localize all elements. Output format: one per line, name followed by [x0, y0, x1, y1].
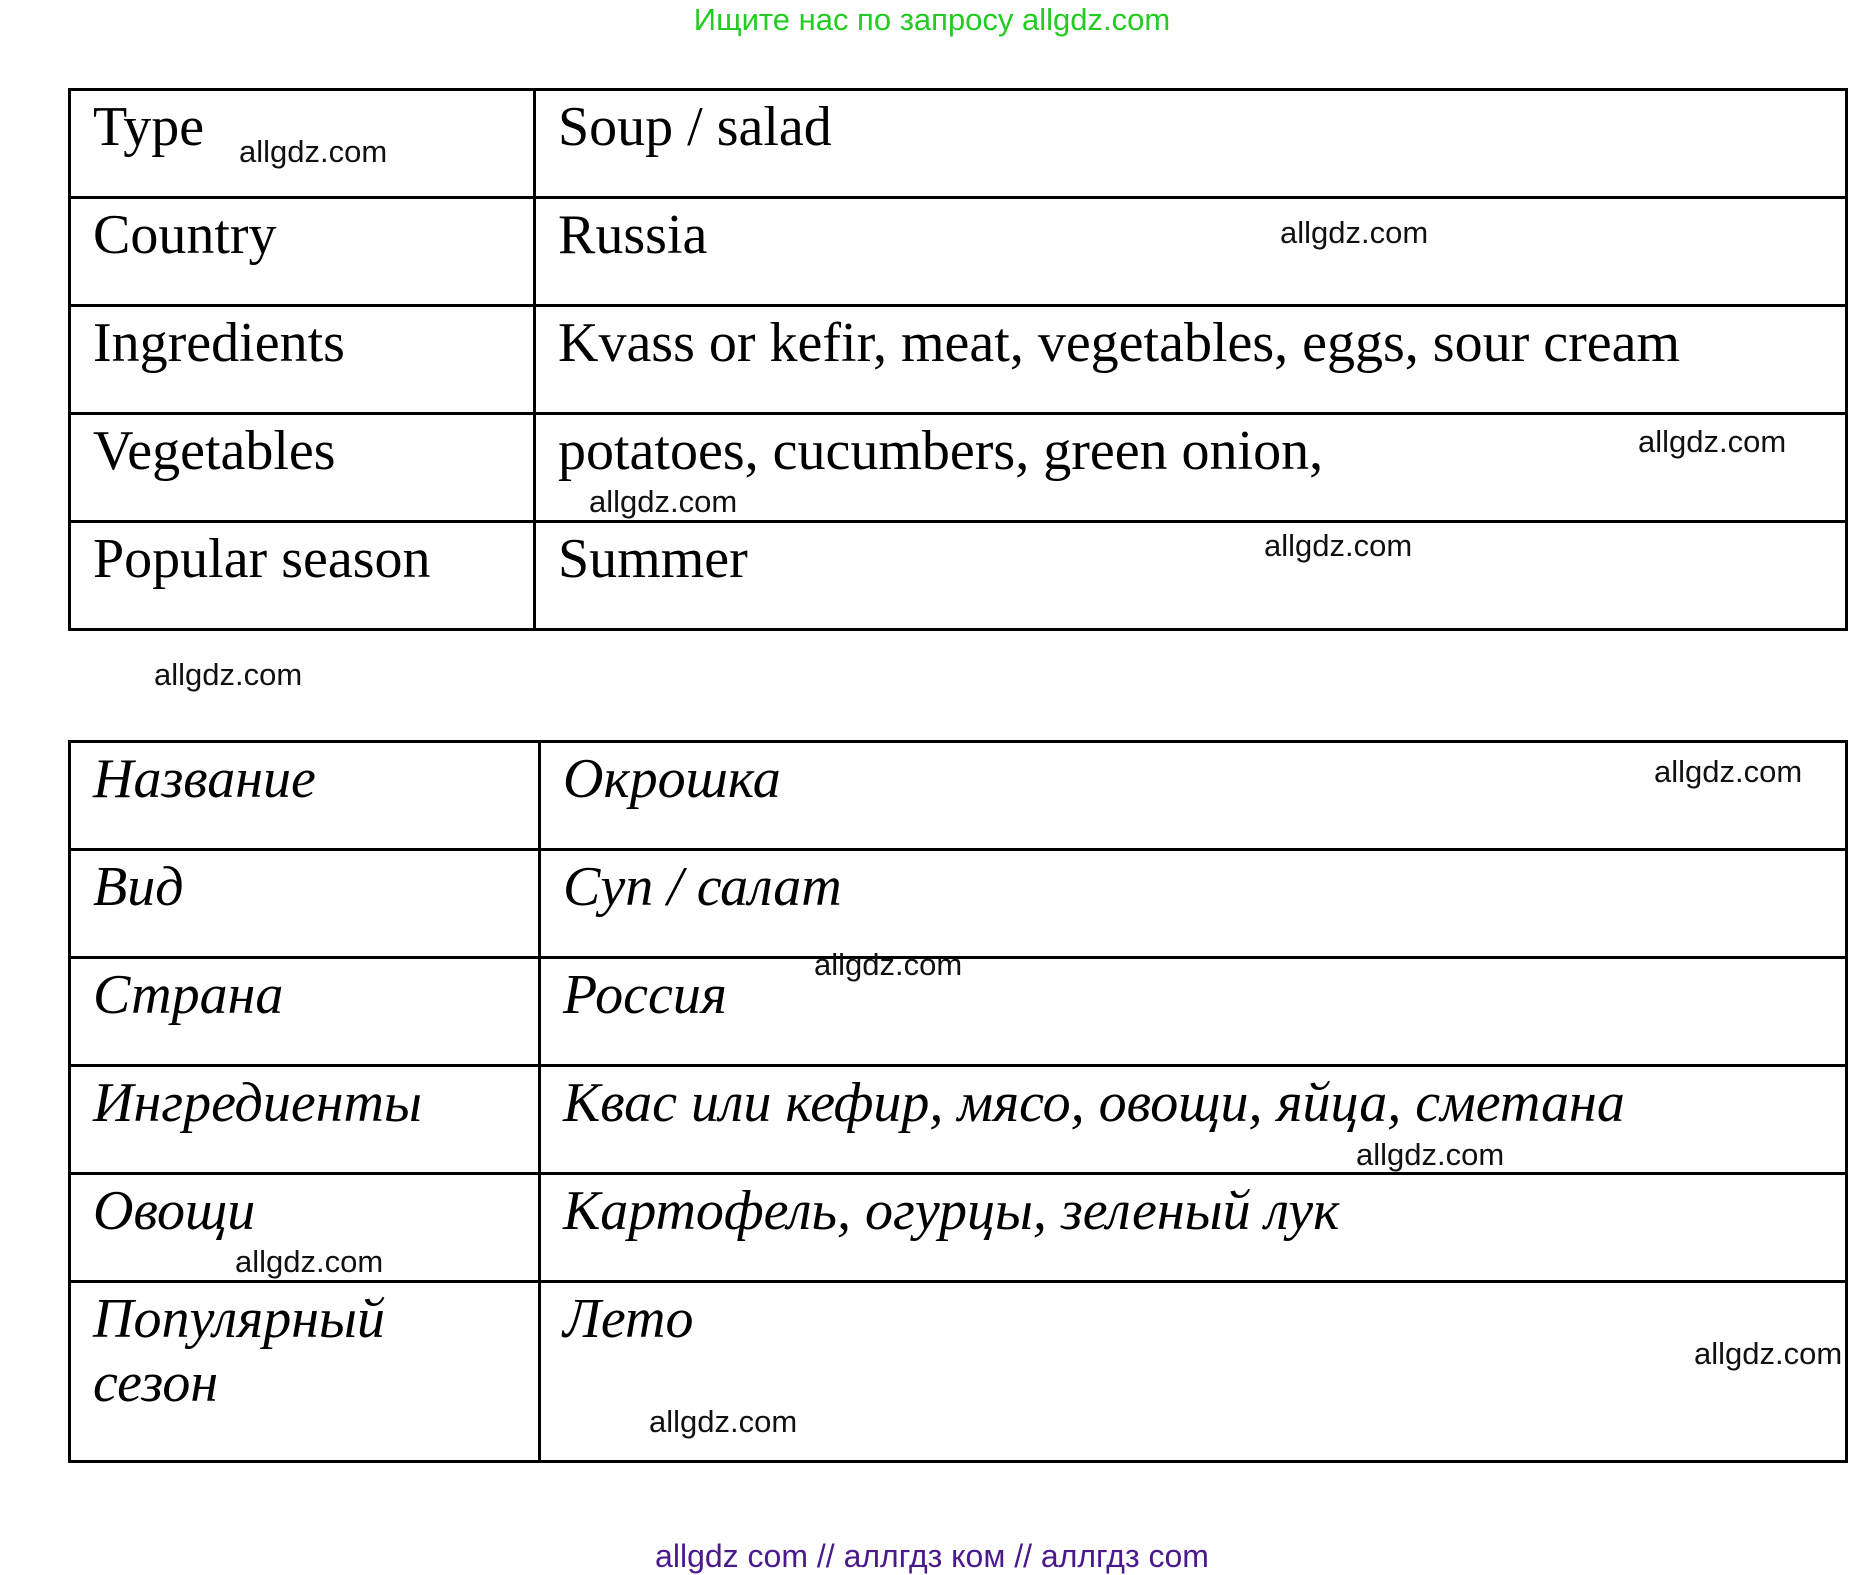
watermark: allgdz.com [649, 1404, 798, 1439]
row-value: Russia [535, 198, 1847, 306]
watermark: allgdz.com [589, 484, 738, 519]
row-value: Soup / salad [535, 90, 1847, 198]
row-key: Popular season [70, 522, 535, 630]
table-row [70, 1282, 1847, 1462]
watermark: allgdz.com [1654, 754, 1803, 789]
watermark: allgdz.com [1694, 1336, 1843, 1371]
row-key: Овощи [70, 1174, 540, 1282]
watermark: allgdz.com [154, 657, 303, 692]
row-key: Ingredients [70, 306, 535, 414]
english-dish-table [68, 88, 1848, 631]
watermark: allgdz.com [239, 134, 388, 169]
watermark: allgdz.com [235, 1244, 384, 1279]
row-value: Summer [535, 522, 1847, 630]
footer-links: allgdz com // аллгдз ком // аллгдз com [655, 1538, 1209, 1574]
row-value: Картофель, огурцы, зеленый лук [540, 1174, 1847, 1282]
row-key: Type [70, 90, 535, 198]
row-value: Суп / салат [540, 850, 1847, 958]
row-value: Окрошка [540, 742, 1847, 850]
watermark: allgdz.com [1264, 528, 1413, 563]
row-value: Лето [540, 1282, 1847, 1462]
watermark: allgdz.com [814, 947, 963, 982]
watermark: allgdz.com [1638, 424, 1787, 459]
watermark: allgdz.com [1356, 1137, 1505, 1172]
table-row [70, 850, 1847, 958]
row-key: Вид [70, 850, 540, 958]
row-key: Vegetables [70, 414, 535, 522]
table-row [70, 742, 1847, 850]
row-key-cell [70, 1282, 540, 1462]
table-row [70, 1066, 1847, 1174]
row-value: Россия [540, 958, 1847, 1066]
row-value: Квас или кефир, мясо, овощи, яйца, сметана [540, 1066, 1847, 1174]
row-key: Популярный сезон [93, 1288, 385, 1415]
russian-dish-table [68, 740, 1848, 1463]
table-row [70, 198, 1847, 306]
watermark: allgdz.com [1280, 215, 1429, 250]
table-row [70, 414, 1847, 522]
row-key: Страна [70, 958, 540, 1066]
table-row [70, 306, 1847, 414]
row-value: Kvass or kefir, meat, vegetables, eggs, sour cream [535, 306, 1847, 414]
row-value: potatoes, cucumbers, green onion, [535, 414, 1847, 522]
table-row [70, 522, 1847, 630]
row-key: Country [70, 198, 535, 306]
row-key: Ингредиенты [70, 1066, 540, 1174]
search-hint-header: Ищите нас по запросу allgdz.com [693, 2, 1171, 37]
row-key: Название [70, 742, 540, 850]
